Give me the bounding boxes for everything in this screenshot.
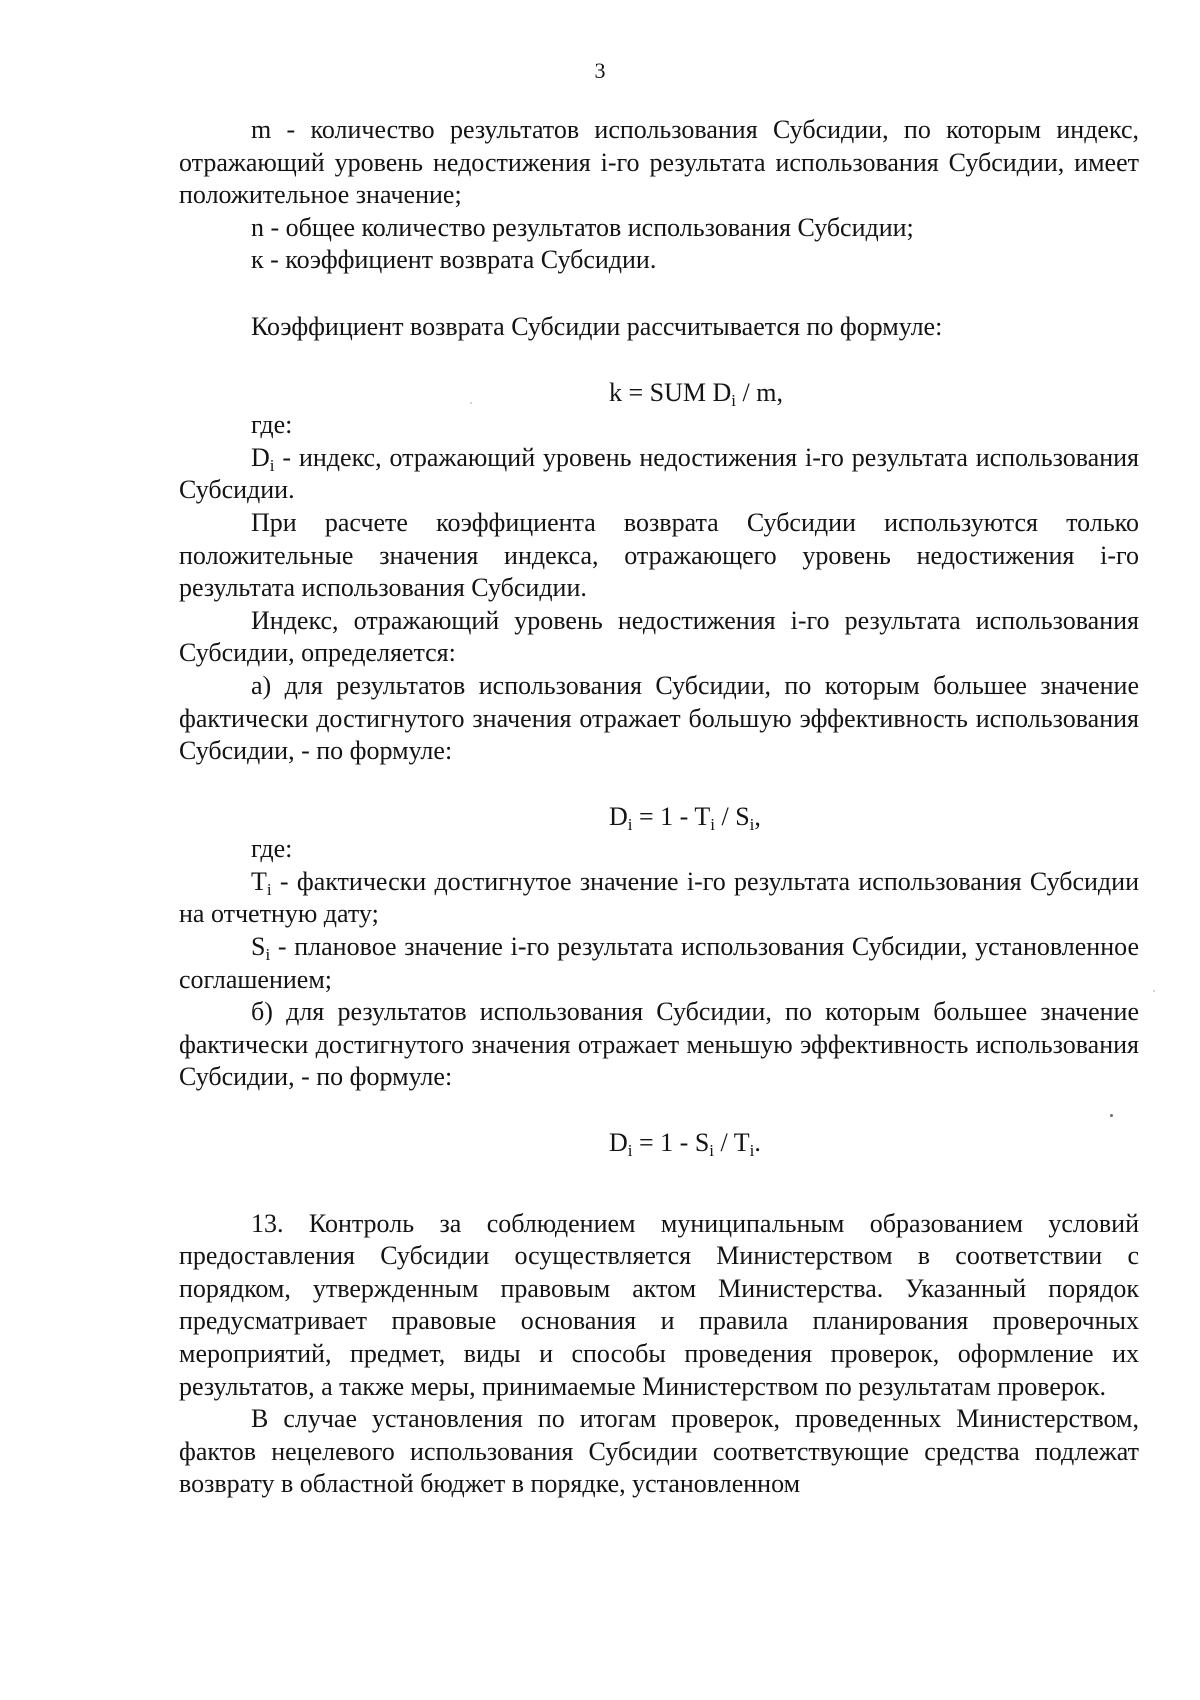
scan-speck [1153,990,1155,992]
blank-line [179,768,1139,801]
formula-a-d: D [609,801,628,831]
ti-symbol: T [251,866,267,896]
definition-n: n - общее количество результатов использования Субсидии; [251,212,914,242]
index-intro: Индекс, отражающий уровень недостижения i-го результата использования Субсидии, определяется: [179,605,1139,668]
di-subscript: i [269,455,275,475]
coefficient-note: При расчете коэффициента возврата Субсидии используются только положительные значения индекса, отражающего уровень недостижения i-го результата использования Субсидии. [179,507,1139,603]
formula-a [179,801,1139,834]
formula-b-d: D [609,1128,628,1158]
case-a: а) для результатов использования Субсидии, по которым большее значение фактически достигнутого значения отражает большую эффективность использования Субсидии, - по формуле: [179,670,1139,766]
formula-k-suffix: / m, [736,377,783,407]
blank-line [179,1094,1139,1127]
si-text: - плановое значение i-го результата использования Субсидии, установленное соглашением; [179,932,1139,994]
formula-a-end: , [754,801,761,831]
si-subscript: i [265,945,271,965]
formula-b [179,1127,1139,1160]
si-symbol: S [251,932,266,962]
formula-a-slash: / S [714,801,750,831]
formula-k-prefix: k = SUM D [609,377,732,407]
formula-a-mid: = 1 - T [632,801,711,831]
formula-b-d-subscript: i [627,1141,633,1161]
formula-a-t-subscript: i [710,814,715,834]
formula-b-mid: = 1 - S [632,1128,710,1158]
blank-line [179,344,1139,377]
di-text: - индекс, отражающий уровень недостижения i-го результата использования Субсидии. [179,442,1139,505]
blank-line [179,1160,1139,1208]
case-b: б) для результатов использования Субсидии, по которым большее значение фактически достигнутого значения отражает меньшую эффективность использования Субсидии, - по формуле: [179,997,1139,1092]
formula-k [179,377,1139,410]
blank-line [179,277,1139,311]
where-label-a: где: [251,834,293,864]
ti-text: - фактически достигнутое значение i-го результата использования Субсидии на отчетную дату; [179,866,1139,929]
page-number: 3 [594,58,606,83]
formula-b-t-subscript: i [749,1141,755,1161]
document-body [179,114,1139,1501]
formula-b-end: . [754,1128,761,1158]
di-symbol: D [251,442,270,472]
ti-subscript: i [266,879,272,899]
section-13-return-paragraph: В случае установления по итогам проверок, проведенных Министерством, фактов нецелевого использования Субсидии соответствующие средства подлежат возврату в областной бюджет в порядке, установленном [179,1404,1139,1499]
definition-di [179,442,1139,507]
definition-k: к - коэффициент возврата Субсидии. [251,245,657,275]
definition-si [179,931,1139,996]
formula-b-slash: / T [714,1128,750,1158]
formula-a-d-subscript: i [627,814,633,834]
formula-b-s-subscript: i [709,1141,715,1161]
coefficient-intro: Коэффициент возврата Субсидии рассчитывается по формуле: [251,311,943,341]
formula-a-s-subscript: i [749,814,755,834]
where-label: где: [251,410,293,440]
definition-m: m - количество результатов использования Субсидии, по которым индекс, отражающий уровень недостижения i-го результата использования Субсидии, имеет положительное значение; [179,115,1139,210]
scan-speck [470,402,472,404]
definition-ti [179,866,1139,931]
formula-k-subscript: i [731,390,737,410]
scan-speck [1110,1114,1113,1117]
section-13-paragraph: 13. Контроль за соблюдением муниципальным образованием условий предоставления Субсидии осуществляется Министерством в соответствии с порядком, утвержденным правовым актом Министерства. Указанный порядок предусматривает правовые основания и правила планирования проверочных мероприятий, предмет, виды и способы проведения проверок, оформление их результатов, а также меры, принимаемые Министерством по результатам проверок. [179,1208,1139,1401]
